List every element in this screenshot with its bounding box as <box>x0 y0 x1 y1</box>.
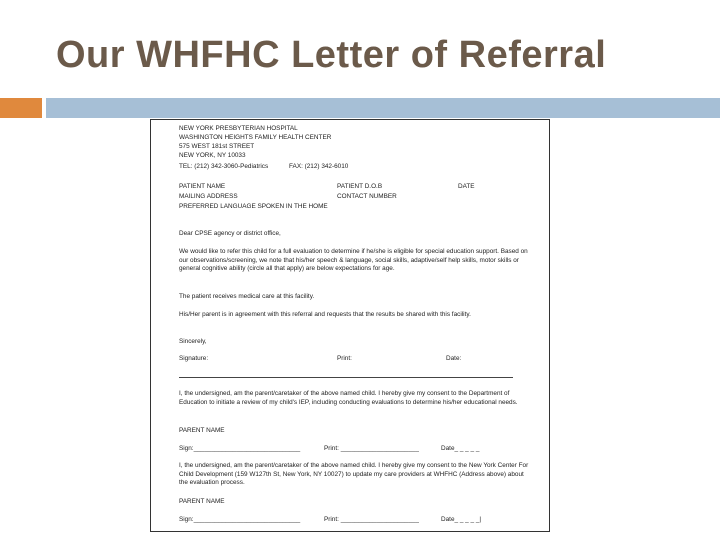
letter-closing: Sincerely, <box>179 338 207 345</box>
parent-name-label-2: PARENT NAME <box>179 498 225 505</box>
parent-name-label-1: PARENT NAME <box>179 427 225 434</box>
date-line-2: Date_ _ _ _ _| <box>441 516 482 523</box>
date-line-1: Date_ _ _ _ _ <box>441 445 480 452</box>
consent-doe: I, the undersigned, am the parent/caretaker of the above named child. I hereby give my consent to the Department of Education to initiate a review of my child's IEP, including conducting evaluations to determine his/her educational needs. <box>179 390 518 406</box>
field-mailing-address: MAILING ADDRESS <box>179 193 238 200</box>
referral-letter-page <box>150 119 550 532</box>
print-label: Print: <box>337 355 352 362</box>
letter-salutation: Dear CPSE agency or district office, <box>179 230 281 237</box>
letterhead-tel: TEL: (212) 342-3060-Pediatrics <box>179 163 269 170</box>
consent-nyccd: I, the undersigned, am the parent/caretaker of the above named child. I hereby give my consent to the New York Center For Child Development (159 W127th St, New York, NY 10027) to update my care providers at WHFHC (Address above) about the evaluation process. <box>179 462 529 487</box>
divider-line <box>179 377 513 378</box>
field-contact-number: CONTACT NUMBER <box>337 193 397 200</box>
sign-line-1: Sign:______________________________ <box>179 445 301 452</box>
letterhead-line-2: WASHINGTON HEIGHTS FAMILY HEALTH CENTER <box>179 134 332 141</box>
sign-line-2: Sign:______________________________ <box>179 516 301 523</box>
letterhead-line-1: NEW YORK PRESBYTERIAN HOSPITAL <box>179 125 298 132</box>
field-date: DATE <box>458 183 475 190</box>
letter-body-referral: We would like to refer this child for a full evaluation to determine if he/she is eligible for special education support. Based on our observations/screening, we note that his/her speech & language, social skills, adaptive/self help skills, motor skills or general cognitive ability (circle all that apply) are below expectations for age. <box>179 248 528 273</box>
print-line-2: Print: ______________________ <box>324 516 419 523</box>
accent-bar-blue <box>46 98 720 118</box>
field-preferred-language: PREFERRED LANGUAGE SPOKEN IN THE HOME <box>179 203 328 210</box>
field-patient-dob: PATIENT D.O.B <box>337 183 383 190</box>
field-patient-name: PATIENT NAME <box>179 183 226 190</box>
letterhead-line-4: NEW YORK, NY 10033 <box>179 152 246 159</box>
letterhead-fax: FAX: (212) 342-6010 <box>289 163 349 170</box>
date-label: Date: <box>446 355 462 362</box>
letterhead-line-3: 575 WEST 181st STREET <box>179 143 255 150</box>
letter-body-agreement: His/Her parent is in agreement with this referral and requests that the results be shared with this facility. <box>179 311 471 318</box>
print-line-1: Print: ______________________ <box>324 445 419 452</box>
letter-body-medical-care: The patient receives medical care at this facility. <box>179 293 315 300</box>
slide-title: Our WHFHC Letter of Referral <box>56 34 607 76</box>
signature-label: Signature: <box>179 355 209 362</box>
accent-bar-orange <box>0 98 42 118</box>
